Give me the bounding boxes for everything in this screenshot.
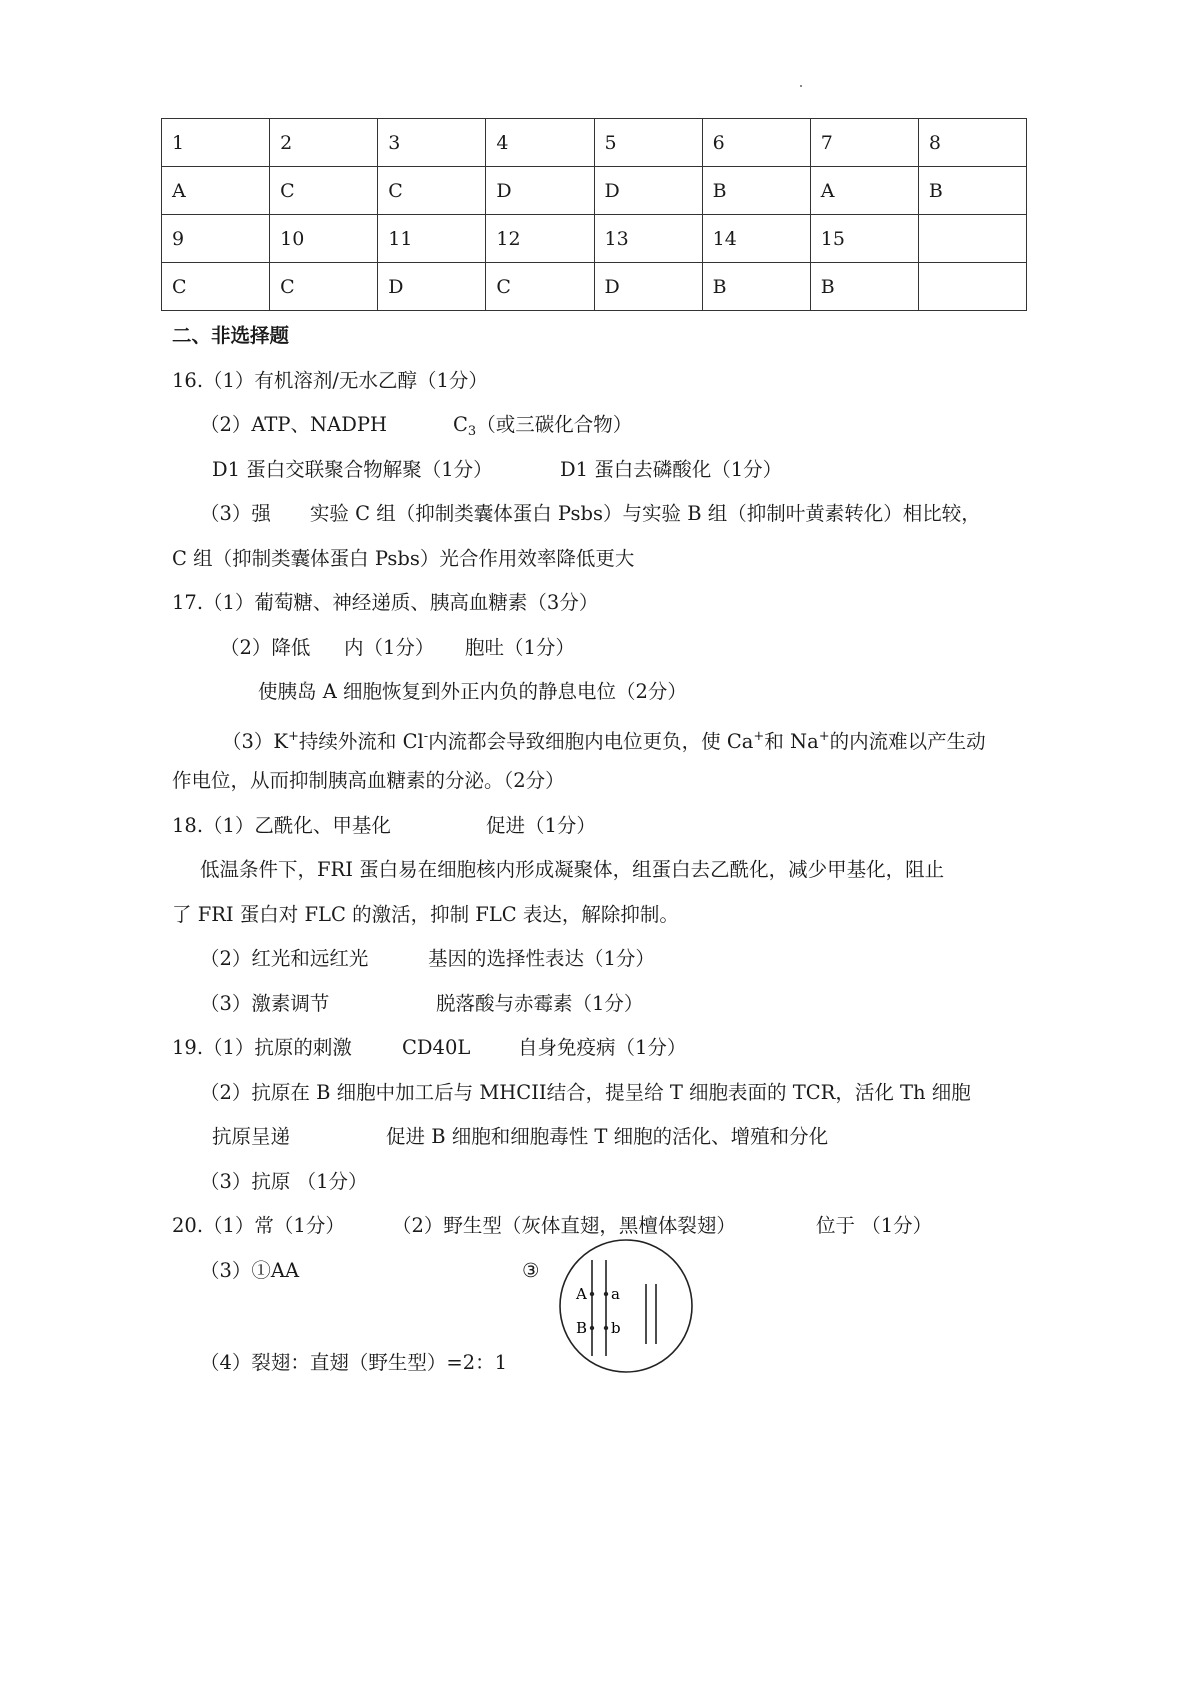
q19-line4: （3）抗原 （1分） bbox=[200, 1170, 368, 1193]
locus-a-dot bbox=[604, 1292, 608, 1296]
table-row bbox=[162, 215, 1027, 263]
q20-line1c: 位于 （1分） bbox=[816, 1214, 933, 1237]
table-cell: C bbox=[378, 167, 486, 215]
table-row bbox=[162, 167, 1027, 215]
q18-line3: 了 FRI 蛋白对 FLC 的激活，抑制 FLC 表达，解除抑制。 bbox=[172, 903, 679, 926]
q17-line2b: 内（1分） bbox=[344, 636, 435, 659]
q17-line1: 17.（1）葡萄糖、神经递质、胰高血糖素（3分） bbox=[172, 591, 599, 614]
q18-line5a: （3）激素调节 bbox=[200, 992, 330, 1015]
q18-line1a: 18.（1）乙酰化、甲基化 bbox=[172, 814, 391, 837]
q19-line2: （2）抗原在 B 细胞中加工后与 MHCII结合，提呈给 T 细胞表面的 TCR，活化 Th 细胞 bbox=[200, 1081, 971, 1104]
locus-B-dot bbox=[590, 1326, 594, 1330]
gene-label-A: A bbox=[576, 1285, 587, 1303]
gene-label-a: a bbox=[611, 1285, 620, 1303]
q20-line2b: ③ bbox=[522, 1259, 540, 1282]
locus-A-dot bbox=[590, 1292, 594, 1296]
table-cell: B bbox=[702, 263, 810, 311]
q18-line2: 低温条件下，FRI 蛋白易在细胞核内形成凝聚体，组蛋白去乙酰化，减少甲基化，阻止 bbox=[200, 858, 945, 881]
q16-line5: C 组（抑制类囊体蛋白 Psbs）光合作用效率降低更大 bbox=[172, 547, 635, 570]
table-cell: D bbox=[594, 167, 702, 215]
q17-line4: （3）K+持续外流和 Cl-内流都会导致细胞内电位更负，使 Ca+和 Na+的内流难以产生动 bbox=[222, 729, 986, 753]
table-cell bbox=[918, 263, 1026, 311]
q17-line2a: （2）降低 bbox=[220, 636, 311, 659]
q18-line4b: 基因的选择性表达（1分） bbox=[428, 947, 655, 970]
table-cell: 6 bbox=[702, 119, 810, 167]
table-row bbox=[162, 263, 1027, 311]
table-cell: 15 bbox=[810, 215, 918, 263]
table-cell: B bbox=[810, 263, 918, 311]
table-cell: D bbox=[378, 263, 486, 311]
q19-line1c: 自身免疫病（1分） bbox=[518, 1036, 687, 1059]
q16-line1: 16.（1）有机溶剂/无水乙醇（1分） bbox=[172, 369, 488, 392]
q19-line3a: 抗原呈递 bbox=[212, 1125, 291, 1148]
q19-line3b: 促进 B 细胞和细胞毒性 T 细胞的活化、增殖和分化 bbox=[386, 1125, 829, 1148]
table-cell: 1 bbox=[162, 119, 270, 167]
table-cell: 13 bbox=[594, 215, 702, 263]
table-cell: 12 bbox=[486, 215, 594, 263]
table-cell: 5 bbox=[594, 119, 702, 167]
q17-line2c: 胞吐（1分） bbox=[465, 636, 575, 659]
q16-line3b: D1 蛋白去磷酸化（1分） bbox=[560, 458, 783, 481]
section2-title: 二、非选择题 bbox=[172, 324, 290, 347]
q17-line3: 使胰岛 A 细胞恢复到外正内负的静息电位（2分） bbox=[258, 680, 687, 703]
q16-line2a: （2）ATP、NADPH bbox=[200, 413, 387, 436]
chromosome-diagram bbox=[558, 1238, 694, 1374]
table-cell: C bbox=[270, 263, 378, 311]
table-cell: B bbox=[918, 167, 1026, 215]
q20-line1b: （2）野生型（灰体直翅，黑檀体裂翅） bbox=[392, 1214, 736, 1237]
table-cell: A bbox=[162, 167, 270, 215]
q20-line2a: （3）①AA bbox=[200, 1259, 300, 1282]
table-cell: 7 bbox=[810, 119, 918, 167]
q16-line4: （3）强 实验 C 组（抑制类囊体蛋白 Psbs）与实验 B 组（抑制叶黄素转化）相比较， bbox=[200, 502, 981, 525]
cell-outline bbox=[560, 1240, 692, 1372]
table-cell: D bbox=[594, 263, 702, 311]
table-cell: 14 bbox=[702, 215, 810, 263]
q18-line4a: （2）红光和远红光 bbox=[200, 947, 369, 970]
table-cell: 2 bbox=[270, 119, 378, 167]
table-cell: C bbox=[162, 263, 270, 311]
q19-line1b: CD40L bbox=[402, 1036, 471, 1059]
q17-line5: 作电位，从而抑制胰高血糖素的分泌。（2分） bbox=[172, 769, 565, 792]
q20-line3: （4）裂翅：直翅（野生型）=2：1 bbox=[200, 1351, 508, 1374]
locus-b-dot bbox=[604, 1326, 608, 1330]
table-cell bbox=[918, 215, 1026, 263]
table-cell: A bbox=[810, 167, 918, 215]
q16-line2b: $C_3$（或三碳化合物） bbox=[453, 413, 633, 439]
table-cell: D bbox=[486, 167, 594, 215]
table-cell: C bbox=[270, 167, 378, 215]
table-cell: 9 bbox=[162, 215, 270, 263]
gene-label-B: B bbox=[576, 1319, 588, 1337]
q18-line1b: 促进（1分） bbox=[486, 814, 596, 837]
gene-label-b: b bbox=[611, 1319, 621, 1337]
table-cell: C bbox=[486, 263, 594, 311]
q20-line1a: 20.（1）常（1分） bbox=[172, 1214, 345, 1237]
table-cell: 10 bbox=[270, 215, 378, 263]
table-cell: 4 bbox=[486, 119, 594, 167]
table-row bbox=[162, 119, 1027, 167]
table-cell: B bbox=[702, 167, 810, 215]
answer-table bbox=[161, 118, 1027, 311]
scan-speck bbox=[800, 85, 802, 87]
table-cell: 3 bbox=[378, 119, 486, 167]
q18-line5b: 脱落酸与赤霉素（1分） bbox=[436, 992, 644, 1015]
q16-line3a: D1 蛋白交联聚合物解聚（1分） bbox=[212, 458, 493, 481]
table-cell: 11 bbox=[378, 215, 486, 263]
table-cell: 8 bbox=[918, 119, 1026, 167]
q19-line1a: 19.（1）抗原的刺激 bbox=[172, 1036, 352, 1059]
